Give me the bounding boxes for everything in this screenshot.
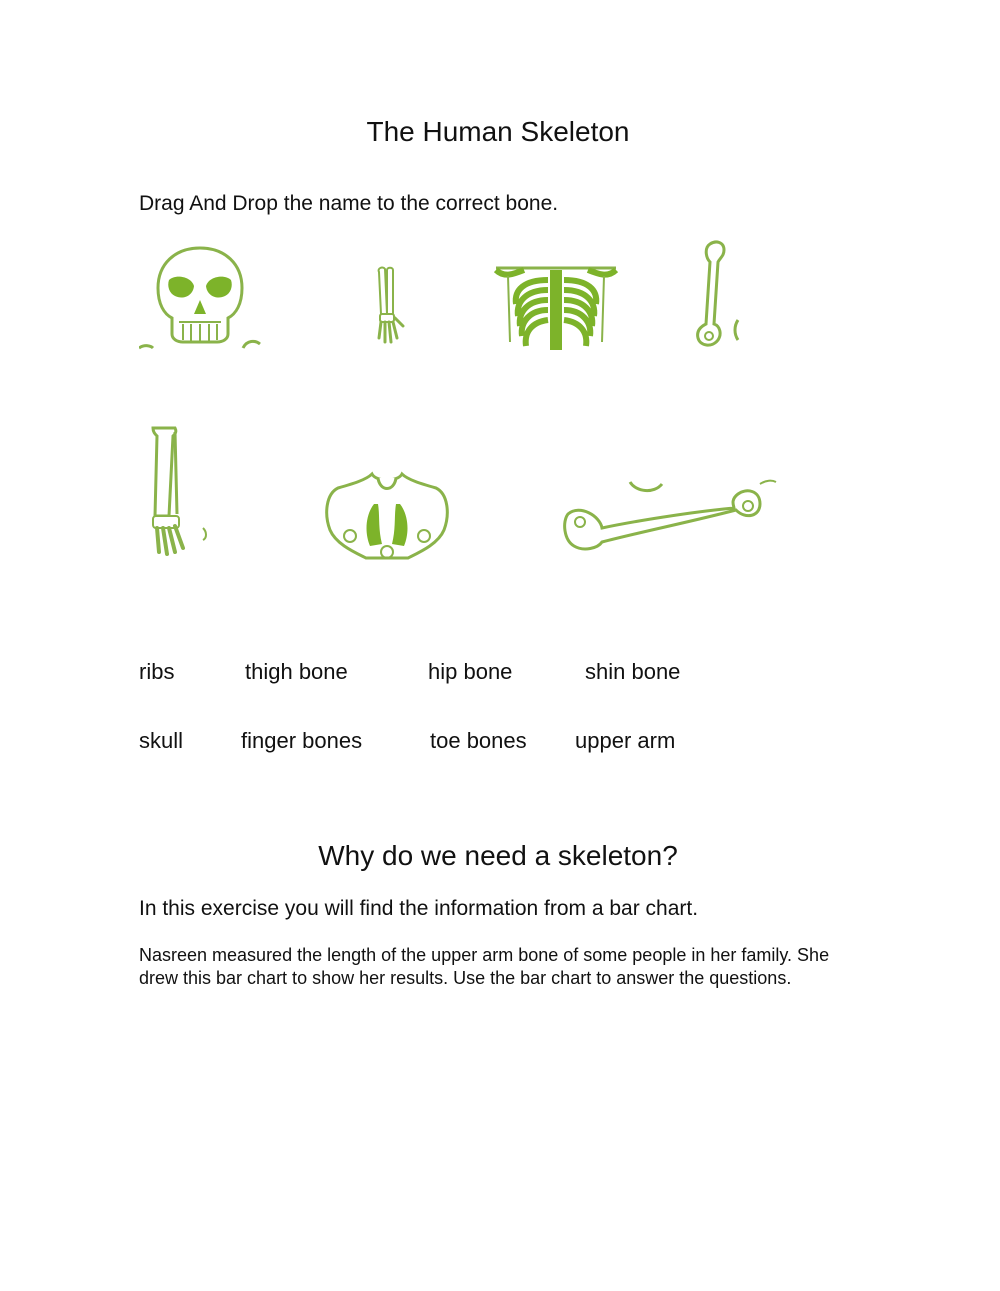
word-hip-bone[interactable]: hip bone [428, 659, 513, 684]
word-ribs[interactable]: ribs [139, 659, 175, 684]
ribcage-icon[interactable] [494, 266, 618, 352]
page-title: The Human Skeleton [366, 116, 630, 147]
intro-text: In this exercise you will find the information from a bar chart. [139, 897, 699, 920]
word-skull[interactable]: skull [139, 728, 184, 753]
word-upper-arm[interactable]: upper arm [575, 728, 676, 753]
forearm-hand-icon[interactable] [371, 266, 407, 346]
upper-arm-bone-icon[interactable] [692, 240, 742, 352]
thigh-bone-icon[interactable] [560, 478, 778, 560]
body-text: Nasreen measured the length of the upper arm bone of some people in her family. She drew this bar chart to show her results. Use the bar chart to answer the questions. [139, 945, 830, 988]
skull-icon[interactable] [139, 244, 261, 350]
instruction-text: Drag And Drop the name to the correct bone. [139, 192, 559, 215]
word-toe-bones[interactable]: toe bones [430, 728, 527, 753]
shin-foot-icon[interactable] [139, 426, 209, 560]
word-finger-bones[interactable]: finger bones [241, 728, 363, 753]
word-thigh-bone[interactable]: thigh bone [245, 659, 348, 684]
word-shin-bone[interactable]: shin bone [585, 659, 681, 684]
pelvis-icon[interactable] [322, 470, 452, 566]
section-title: Why do we need a skeleton? [318, 840, 678, 871]
